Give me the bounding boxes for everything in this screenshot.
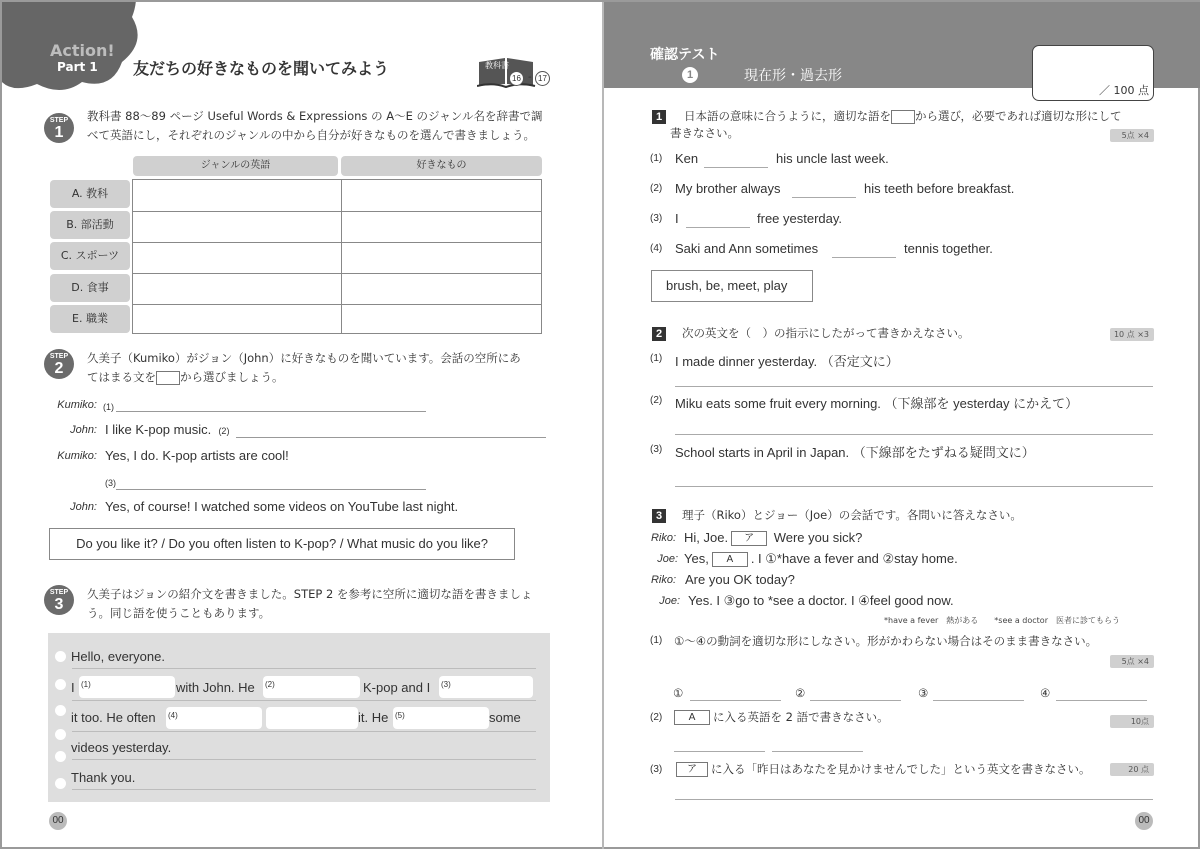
item-text: School starts in April in Japan. （下線部をたずねる疑問文に） (675, 445, 1035, 460)
unit-number-badge: 1 (682, 67, 698, 83)
table-header-genre-english: ジャンルの英語 (133, 156, 338, 176)
memo-blank-1[interactable]: (1) (79, 676, 175, 698)
memo-text: it. He (358, 710, 389, 725)
step3-instruction (87, 585, 557, 623)
item-text: I made dinner yesterday. （否定文に） (675, 354, 899, 369)
memo-text: I (71, 680, 75, 695)
introduction-memo (48, 633, 550, 802)
speaker-joe: Joe: (659, 595, 680, 607)
choice-box-reference (891, 110, 915, 124)
answer-blank[interactable] (792, 197, 856, 198)
action-label: Action! (50, 41, 115, 60)
answer-blank-2[interactable] (236, 437, 546, 438)
points-badge: 5点 ×4 (1110, 655, 1154, 668)
sub-question-text: A に入る英語を 2 語で書きなさい。 (674, 709, 889, 726)
answer-blank[interactable] (933, 700, 1024, 701)
answer-label-1: ① (673, 686, 684, 700)
textbook-label: 教科書 (485, 61, 509, 70)
question-1-instruction-line2: 書きなさい。 (670, 126, 739, 140)
memo-rule (72, 700, 536, 701)
dialog-line: Hi, Joe. ア Were you sick? (684, 530, 863, 545)
answer-label-3: ③ (918, 686, 929, 700)
answer-blank[interactable] (810, 700, 901, 701)
step2-instruction-line2 (87, 368, 557, 387)
table-row-label-d: D. 食事 (50, 274, 130, 302)
glossary-note: *have a fever 熱がある *see a doctor 医者に診てもらう (884, 616, 1120, 625)
step2-instruction-part-b: から選びましょう。 (180, 370, 284, 384)
test-subtitle: 現在形・過去形 (744, 68, 842, 84)
sub-question-text: ①～④の動詞を適切な形にしなさい。形がかわらない場合はそのまま書きなさい。 (674, 634, 1098, 648)
answer-blank[interactable] (686, 227, 750, 228)
step1-instruction (87, 107, 557, 145)
left-page (2, 2, 602, 849)
speaker-joe: Joe: (657, 553, 678, 565)
step2-badge (44, 349, 74, 379)
question-1-instruction: 日本語の意味に合うように，適切な語を から選び，必要であれば適切な形にして (684, 109, 1122, 123)
dialog-line: I like K-pop music. (2) (105, 422, 230, 437)
item-text: Ken (675, 151, 699, 166)
speaker-john: John: (70, 501, 97, 513)
item-number: (3) (650, 213, 663, 224)
step3-badge (44, 585, 74, 615)
table-row-divider (133, 242, 541, 243)
step-number: 3 (54, 596, 64, 613)
speaker-riko: Riko: (650, 532, 676, 544)
table-row-label-b: B. 部活動 (50, 211, 130, 239)
memo-line-5: Thank you. (71, 770, 136, 785)
blank-box-a-reference: ア (676, 762, 708, 777)
speaker-riko: Riko: (650, 574, 676, 586)
page-number: 00 (49, 812, 67, 830)
memo-text: K-pop and I (363, 680, 431, 695)
textbook-page-start: 16 (509, 71, 524, 86)
table-row-divider (133, 211, 541, 212)
item-text: My brother always (675, 181, 781, 196)
step-word: STEP (49, 117, 69, 124)
item-number: (2) (650, 395, 663, 406)
dialog-line: Are you OK today? (685, 572, 795, 587)
memo-rule (72, 759, 536, 760)
table-row-label-a: A. 教科 (50, 180, 130, 208)
item-number: (3) (650, 444, 663, 455)
answer-line[interactable] (675, 486, 1153, 487)
answer-blank-3[interactable] (116, 489, 426, 490)
dialog-line: Yes, A . I ①*have a fever and ②stay home. (684, 551, 958, 566)
item-text: Saki and Ann sometimes (675, 241, 819, 256)
answer-blank[interactable] (704, 167, 768, 168)
memo-hole (55, 679, 66, 690)
step2-instruction (87, 349, 557, 387)
score-box[interactable] (1032, 45, 1154, 101)
memo-hole (55, 778, 66, 789)
choice-box-reference (156, 371, 180, 385)
memo-rule (72, 668, 536, 669)
dialog-line: Yes, I do. K-pop artists are cool! (105, 448, 289, 463)
item-number: (2) (650, 183, 663, 194)
question-2-number: 2 (652, 327, 666, 341)
answer-label-2: ② (795, 686, 806, 700)
table-column-divider (341, 180, 342, 333)
points-badge: 10 点 ×3 (1110, 328, 1154, 341)
blank-box-A-reference: A (674, 710, 710, 725)
memo-text: some (489, 710, 521, 725)
item-number: (2) (650, 712, 663, 723)
points-badge: 10点 (1110, 715, 1154, 728)
memo-blank-3[interactable]: (3) (439, 676, 533, 698)
memo-line-4: videos yesterday. (71, 740, 172, 755)
textbook-page-end: 17 (535, 71, 550, 86)
item-text: his teeth before breakfast. (864, 181, 1015, 196)
page-number: 00 (1135, 812, 1153, 830)
item-text: his uncle last week. (776, 151, 889, 166)
memo-hole (55, 729, 66, 740)
item-number: (4) (650, 243, 663, 254)
step1-badge (44, 113, 74, 143)
speaker-kumiko: Kumiko: (57, 450, 97, 462)
memo-hole (55, 751, 66, 762)
memo-text: with John. He (176, 680, 255, 695)
score-total-label: ／ 100 点 (1099, 84, 1149, 97)
points-badge: 5点 ×4 (1110, 129, 1154, 142)
memo-rule (72, 789, 536, 790)
memo-blank-4a[interactable]: (4) (166, 707, 262, 729)
item-text: tennis together. (904, 241, 993, 256)
memo-text: it too. He often (71, 710, 156, 725)
table-row-label-c: C. スポーツ (50, 242, 130, 270)
memo-blank-4b[interactable] (266, 707, 358, 729)
answer-blank[interactable] (690, 700, 781, 701)
dialog-line: Yes. I ③go to *see a doctor. I ④feel good now. (688, 593, 954, 608)
blank-number: (1) (103, 402, 114, 412)
right-page (602, 2, 1200, 849)
step1-instruction-line1: 教科書 88～89 ページ Useful Words & Expressions の A～E のジャンル名を辞書で調 (87, 109, 543, 123)
item-number: (3) (650, 764, 663, 775)
blank-box-a[interactable]: ア (731, 531, 767, 546)
answer-line[interactable] (675, 386, 1153, 387)
speaker-kumiko: Kumiko: (57, 399, 97, 411)
memo-line-1: Hello, everyone. (71, 649, 165, 664)
genre-table (132, 179, 542, 334)
question-3-instruction: 理子（Riko）とジョー（Joe）の会話です。各問いに答えなさい。 (682, 508, 1022, 522)
table-row-label-e: E. 職業 (50, 305, 130, 333)
speaker-john: John: (70, 424, 97, 436)
page-range-dash: - (528, 72, 532, 83)
blank-box-A[interactable]: A (712, 552, 748, 567)
sub-question-text: ア に入る「昨日はあなたを見かけませんでした」という英文を書きなさい。 (676, 761, 1091, 778)
step3-instruction-line2: う。同じ語を使うこともあります。 (87, 606, 271, 620)
memo-blank-2[interactable]: (2) (263, 676, 360, 698)
item-text: I (675, 211, 679, 226)
answer-blank-1[interactable] (116, 411, 426, 412)
item-number: (1) (650, 153, 663, 164)
points-badge: 20 点 (1110, 763, 1154, 776)
answer-blank[interactable] (1056, 700, 1147, 701)
memo-hole (55, 705, 66, 716)
answer-line[interactable] (675, 434, 1153, 435)
step2-instruction-line1: 久美子（Kumiko）がジョン（John）に好きなものを聞いています。会話の空所にあ (87, 351, 521, 365)
answer-blank[interactable] (832, 257, 896, 258)
answer-blank[interactable] (772, 751, 863, 752)
step-number: 2 (54, 360, 64, 377)
question-1-choices-box: brush, be, meet, play (651, 270, 813, 302)
question-1-number: 1 (652, 110, 666, 124)
step2-choices-box: Do you like it? / Do you often listen to K-pop? / What music do you like? (49, 528, 515, 560)
item-text: Miku eats some fruit every morning. （下線部を yesterday にかえて） (675, 396, 1079, 411)
memo-rule (72, 731, 536, 732)
step3-instruction-line1: 久美子はジョンの紹介文を書きました。STEP 2 を参考に空所に適切な語を書きましょ (87, 587, 533, 601)
step2-instruction-part-a: てはまる文を (87, 370, 156, 384)
step-word: STEP (49, 589, 69, 596)
item-text: free yesterday. (757, 211, 843, 226)
blank-number: (3) (105, 478, 116, 488)
part-label: Part 1 (57, 60, 98, 74)
dialog-line: Yes, of course! I watched some videos on YouTube last night. (105, 499, 459, 514)
question-3-number: 3 (652, 509, 666, 523)
table-row-divider (133, 304, 541, 305)
memo-blank-5[interactable]: (5) (393, 707, 489, 729)
table-header-favorite: 好きなもの (341, 156, 542, 176)
answer-label-4: ④ (1040, 686, 1051, 700)
test-title: 確認テスト (650, 47, 720, 63)
item-number: (1) (650, 635, 663, 646)
table-row-divider (133, 273, 541, 274)
step-number: 1 (54, 124, 64, 141)
page-title: 友だちの好きなものを聞いてみよう (133, 59, 390, 78)
item-number: (1) (650, 353, 663, 364)
memo-hole (55, 651, 66, 662)
step-word: STEP (49, 353, 69, 360)
answer-blank[interactable] (674, 751, 765, 752)
step1-instruction-line2: べて英語にし，それぞれのジャンルの中から自分が好きなものを選んで書きましょう。 (87, 128, 535, 142)
answer-line[interactable] (675, 799, 1153, 800)
question-2-instruction: 次の英文を（ ）の指示にしたがって書きかえなさい。 (682, 326, 970, 340)
